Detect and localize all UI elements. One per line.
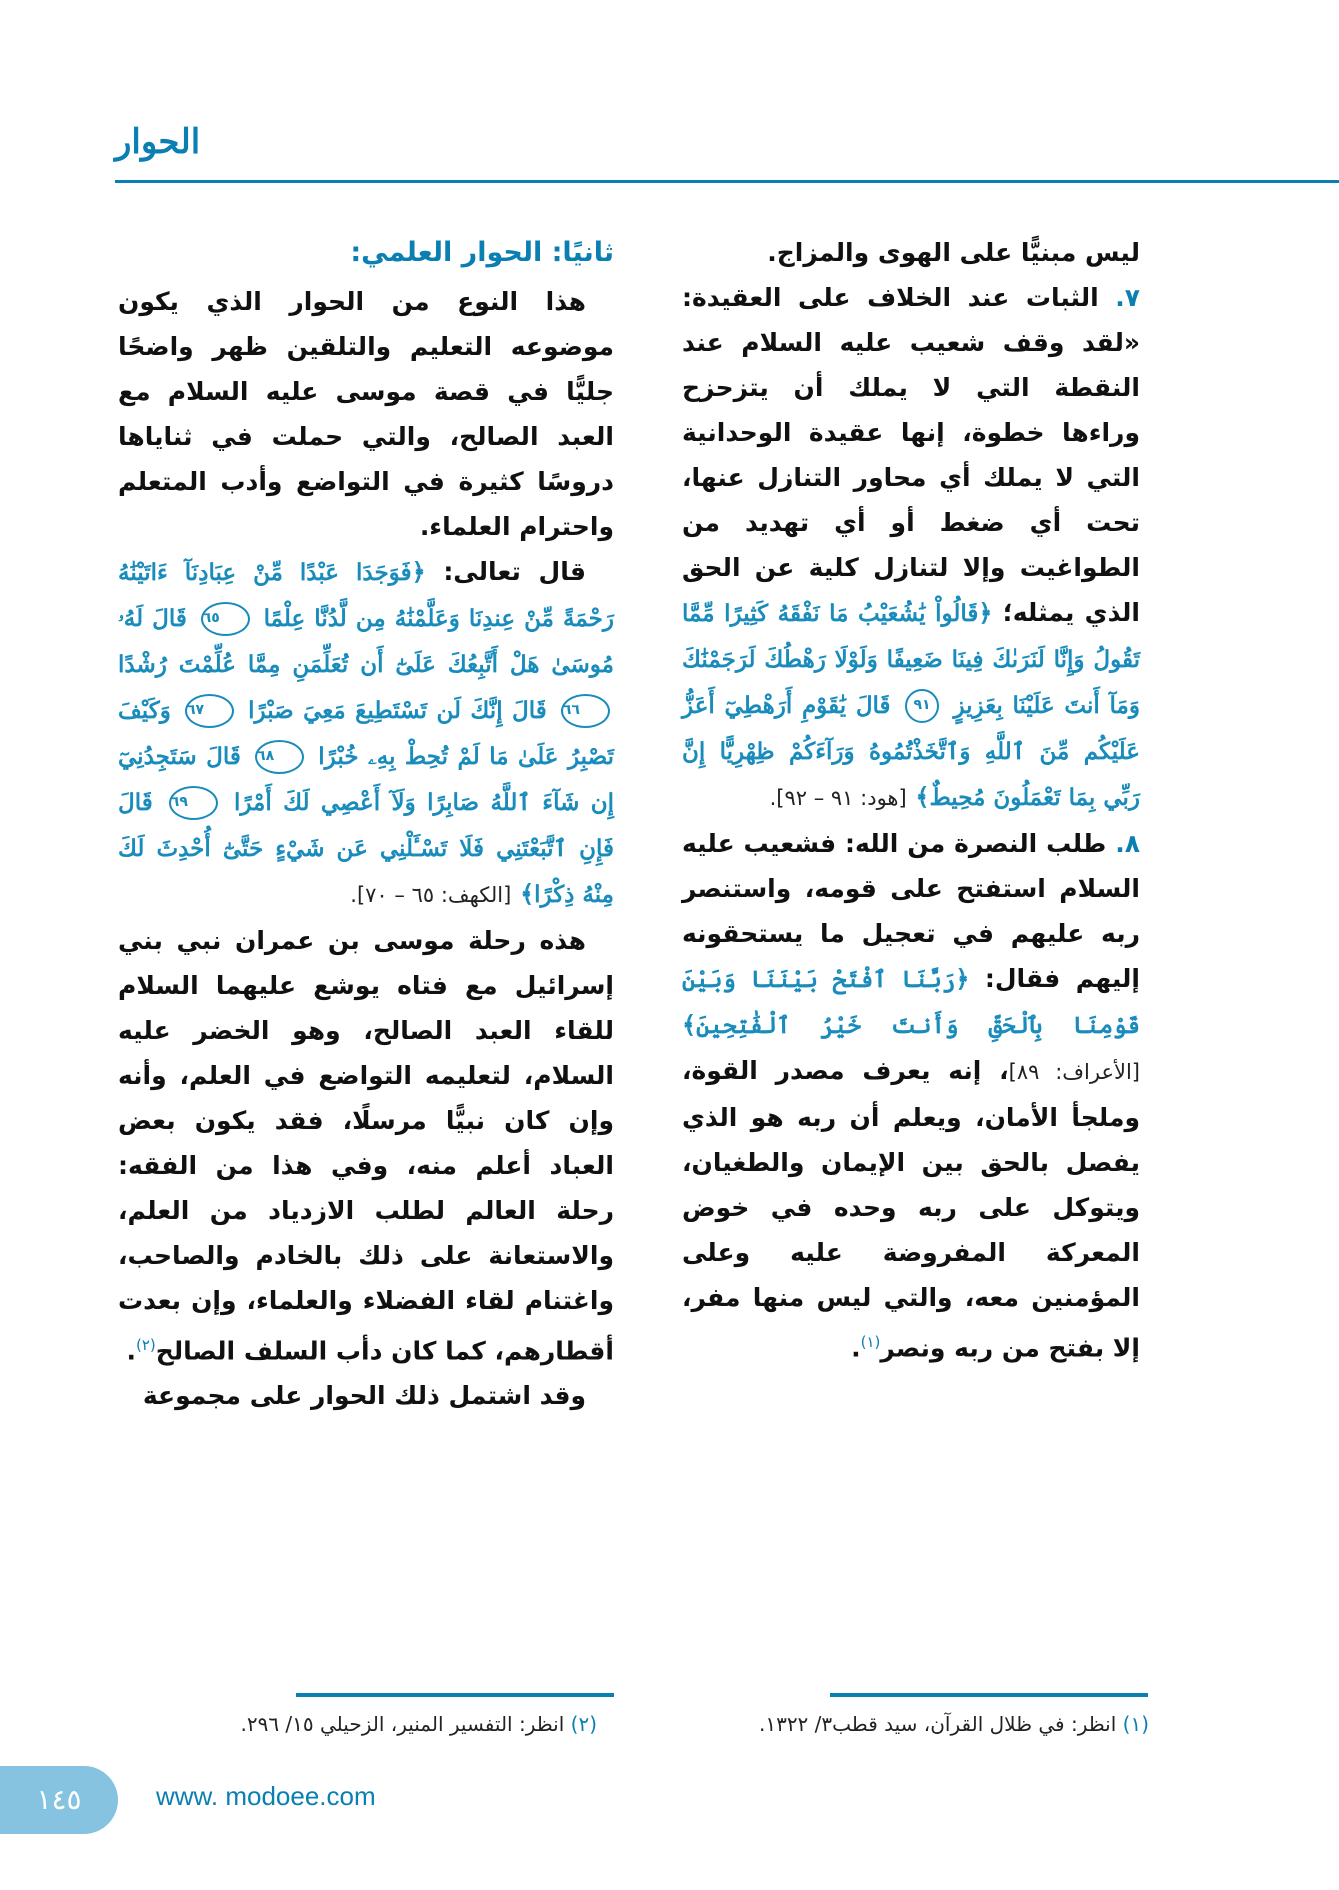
ayah-number-marker: ٦٦ <box>561 694 610 728</box>
period: . <box>126 1336 136 1366</box>
verse-reference: [الكهف: ٦٥ – ٧٠]. <box>350 883 512 907</box>
item-number: ٨. <box>1115 829 1140 858</box>
verse-intro: قال تعالى: <box>443 557 586 586</box>
quran-verse: قَالَ سَتَجِدُنِيٓ إِن شَآءَ ٱللَّهُ صَابِرًا وَلَآ أَعْصِي لَكَ أَمْرًا <box>118 743 614 816</box>
quran-verse: قَالَ لَهُۥ مُوسَىٰ هَلْ أَتَّبِعُكَ عَلَىٰٓ أَن تُعَلِّمَنِ مِمَّا عُلِّمْتَ رُشْدًا <box>118 605 614 678</box>
verse-reference: [هود: ٩١ – ٩٢]. <box>769 786 907 810</box>
quran-verse: وَكَيْفَ تَصْبِرُ عَلَىٰ مَا لَمْ تُحِطْ بِهِۦ خُبْرًا <box>118 697 614 770</box>
quote-text: «لقد وقف شعيب عليه السلام عند النقطة التي لا يملك أن يتزحزح وراءها خطوة، إنها عقيدة الوحدانية التي لا يملك أي محاور التنازل عنها، تحت أي ضغط أو أي تهديد من الطواغيت وإلا لتنازل كلية عن الحق الذي يمثله؛ <box>682 328 1140 627</box>
footnote-2 <box>240 1712 597 1736</box>
list-item-7 <box>682 275 1140 821</box>
footnote-text: انظر: التفسير المنير، الزحيلي ١٥/ ٢٩٦. <box>240 1712 565 1736</box>
verse-bracket-close-icon: ﴾ <box>915 783 930 811</box>
right-column <box>682 230 1140 1370</box>
ayah-number-marker: ٦٨ <box>255 740 304 774</box>
period: . <box>851 1333 861 1363</box>
paragraph: هذا النوع من الحوار الذي يكون موضوعه التعليم والتلقين ظهر واضحًا جليًّا في قصة موسى عليه السلام مع العبد الصالح، والتي حملت في ثناياها دروسًا كثيرة في التواضع وأدب المتعلم واحترام العلماء. <box>118 287 614 541</box>
paragraph <box>118 918 614 1373</box>
verse-bracket-close-icon: ﴾ <box>520 880 535 908</box>
paragraph-text: هذه رحلة موسى بن عمران نبي بني إسرائيل مع فتاه يوشع عليهما السلام للقاء العبد الصالح، وهو الخضر عليه السلام، لتعليمه التواضع في العلم، وأنه وإن كان نبيًّا مرسلًا، فقد يكون بعض العباد أعلم منه، وفي هذا من الفقه: رحلة العالم لطلب الازدياد من العلم، والاستعانة على ذلك بالخادم والصاحب، واغتنام لقاء الفضلاء والعلماء، وإن بعدت أقطارهم، كما كان دأب السلف الصالح <box>118 926 614 1366</box>
ayah-number-marker: ٩١ <box>905 689 939 723</box>
ayah-number-marker: ٦٧ <box>185 694 234 728</box>
paragraph-text: فشعيب عليه السلام استفتح على قومه، واستنصر ربه عليهم في تعجيل ما يستحقونه إليهم فقال: <box>682 829 1140 993</box>
footnote-number: (٢) <box>570 1712 597 1736</box>
footnote-marker[interactable]: (١) <box>860 1333 881 1351</box>
list-item-8 <box>682 821 1140 1370</box>
page-number-badge: ١٤٥ <box>0 1766 118 1834</box>
paragraph: وقد اشتمل ذلك الحوار على مجموعة <box>142 1381 586 1411</box>
quran-verse: قَالُواْ يَٰشُعَيْبُ مَا نَفْقَهُ كَثِيرًا مِّمَّا تَقُولُ وَإِنَّا لَنَرَىٰكَ فِينَا ضَعِيفًا وَلَوْلَا رَهْطُكَ لَرَجَمْنَٰكَ وَمَآ أَنتَ عَلَيْنَا بِعَزِيزٍ <box>682 600 1140 719</box>
header-divider <box>115 180 1339 183</box>
quran-verse: رَبَّنَا ٱفْتَحْ بَيْنَنَا وَبَيْنَ قَوْمِنَا بِٱلْحَقِّ وَأَنتَ خَيْرُ ٱلْفَٰتِحِينَ <box>682 966 1140 1039</box>
footnote-marker[interactable]: (٢) <box>135 1336 156 1354</box>
verse-bracket-open-icon: ﴿ <box>955 965 970 993</box>
running-header-title: الحوار <box>115 122 201 162</box>
intro-line: ليس مبنيًّا على الهوى والمزاج. <box>767 238 1140 267</box>
website-link[interactable]: www. modoee.com <box>156 1781 376 1811</box>
quran-verse: قَالَ يَٰقَوْمِ أَرَهْطِيٓ أَعَزُّ عَلَيْكُم مِّنَ ٱللَّهِ وَٱتَّخَذْتُمُوهُ وَرَآءَكُمْ ظِهْرِيًّا إِنَّ رَبِّي بِمَا تَعْمَلُونَ مُحِيطٌ <box>682 692 1140 811</box>
item-heading: طلب النصرة من الله: <box>845 829 1107 858</box>
verse-bracket-close-icon: ﴾ <box>682 1011 697 1039</box>
item-heading: الثبات عند الخلاف على العقيدة: <box>682 283 1099 312</box>
left-column <box>118 230 614 1418</box>
item-number: ٧. <box>1115 283 1140 312</box>
ayah-number-marker: ٦٩ <box>169 786 218 820</box>
footnote-divider <box>296 1693 614 1697</box>
verse-bracket-open-icon: ﴿ <box>978 599 993 627</box>
section-title: ثانيًا: الحوار العلمي: <box>350 237 614 268</box>
verse-bracket-open-icon: ﴿ <box>411 558 426 586</box>
footnote-divider <box>830 1693 1148 1697</box>
footnote-number: (١) <box>1122 1712 1149 1736</box>
quran-verse: قَالَ إِنَّكَ لَن تَسْتَطِيعَ مَعِيَ صَبْرًا <box>248 697 547 724</box>
footnote-1 <box>759 1712 1149 1736</box>
verse-reference: [الأعراف: ٨٩] <box>1008 1060 1140 1084</box>
ayah-number-marker: ٦٥ <box>201 602 250 636</box>
quran-verse: فَوَجَدَا عَبْدًا مِّنْ عِبَادِنَآ ءَاتَيْنَٰهُ رَحْمَةً مِّنْ عِندِنَا وَعَلَّمْنَٰهُ مِن لَّدُنَّا عِلْمًا <box>118 559 614 632</box>
quran-quote-block <box>118 549 614 918</box>
footnote-text: انظر: في ظلال القرآن، سيد قطب٣/ ١٣٢٢. <box>758 1712 1117 1736</box>
quran-verse: قَالَ فَإِنِ ٱتَّبَعْتَنِي فَلَا تَسْـَٔلْنِي عَن شَيْءٍ حَتَّىٰٓ أُحْدِثَ لَكَ مِنْهُ ذِكْرًا <box>118 789 614 908</box>
paragraph-text: ، إنه يعرف مصدر القوة، وملجأ الأمان، ويعلم أن ربه هو الذي يفصل بالحق بين الإيمان والطغيان، ويتوكل على ربه وحده في خوض المعركة المفروضة عليه وعلى المؤمنين معه، والتي ليس منها مفر، إلا بفتح من ربه ونصر <box>682 1056 1140 1363</box>
